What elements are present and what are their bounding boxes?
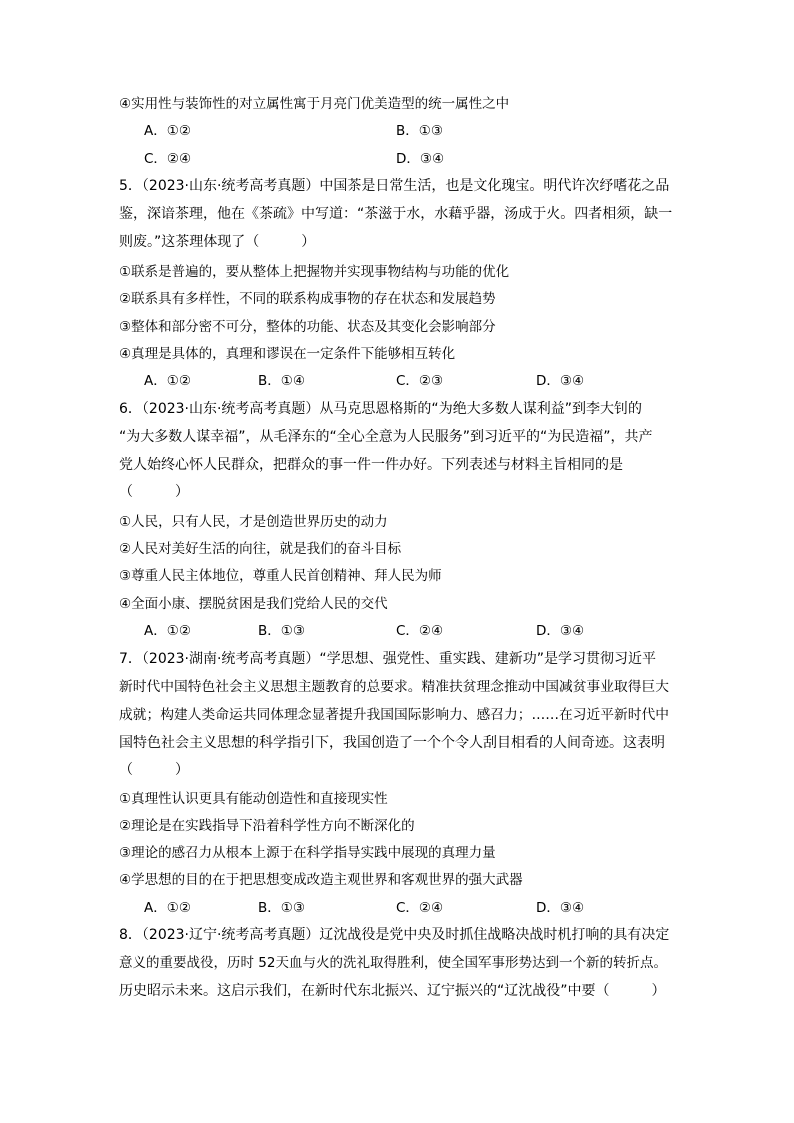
q5-statement-3: ③整体和部分密不可分，整体的功能、状态及其变化会影响部分 [119,319,496,335]
q4-option-c[interactable]: C．②④ [144,151,192,167]
q6-option-c[interactable]: C．②④ [396,623,444,639]
q7-option-a[interactable]: A．①② [144,900,191,916]
q7-stem-line-1: 7．（2023·湖南·统考高考真题）“学思想、强党性、重实践、建新功”是学习贯彻习近平 [119,651,656,667]
q6-option-a[interactable]: A．①② [144,623,191,639]
q6-statement-4: ④全面小康、摆脱贫困是我们党给人民的交代 [119,596,388,612]
q5-stem-line-3: 则废。”这茶理体现了（ ） [119,234,316,250]
q6-statement-3: ③尊重人民主体地位，尊重人民首创精神、拜人民为师 [119,568,442,584]
q7-statement-2: ②理论是在实践指导下沿着科学性方向不断深化的 [119,818,415,834]
q7-stem-line-3: 成就；构建人类命运共同体理念显著提升我国国际影响力、感召力；……在习近平新时代中 [119,707,670,723]
q5-statement-2: ②联系具有多样性，不同的联系构成事物的存在状态和发展趋势 [119,291,496,307]
q6-option-b[interactable]: B．①③ [258,623,305,639]
q4-statement-4: ④实用性与装饰性的对立属性寓于月亮门优美造型的统一属性之中 [119,96,510,112]
q6-statement-2: ②人民对美好生活的向往，就是我们的奋斗目标 [119,541,402,557]
q6-stem-line-3: 党人始终心怀人民群众，把群众的事一件一件办好。下列表述与材料主旨相同的是 [119,457,623,473]
q7-option-c[interactable]: C．②④ [396,900,444,916]
q6-answer-blank: （ ） [119,484,189,500]
q6-statement-1: ①人民，只有人民，才是创造世界历史的动力 [119,514,388,530]
q5-statement-1: ①联系是普遍的，要从整体上把握物并实现事物结构与功能的优化 [119,264,510,280]
q7-statement-3: ③理论的感召力从根本上源于在科学指导实践中展现的真理力量 [119,845,496,861]
q7-statement-4: ④学思想的目的在于把思想变成改造主观世界和客观世界的强大武器 [119,872,523,888]
q5-statement-4: ④真理是具体的，真理和谬误在一定条件下能够相互转化 [119,346,456,362]
q8-stem-line-3: 历史昭示未来。这启示我们，在新时代东北振兴、辽宁振兴的“辽沈战役”中要（ ） [119,983,666,999]
q4-option-d[interactable]: D．③④ [396,151,445,167]
q6-stem-line-1: 6．（2023·山东·统考高考真题）从马克思恩格斯的“为绝大多数人谋利益”到李大钊的 [119,401,642,417]
q5-option-d[interactable]: D．③④ [536,373,585,389]
q5-option-c[interactable]: C．②③ [396,373,444,389]
q6-stem-line-2: “为大多数人谋幸福”，从毛泽东的“全心全意为人民服务”到习近平的“为民造福”，共产 [119,429,653,445]
q7-option-b[interactable]: B．①③ [258,900,305,916]
q4-option-a[interactable]: A．①② [144,123,191,139]
q8-stem-line-2: 意义的重要战役，历时 52天血与火的洗礼取得胜利，使全国军事形势达到一个新的转折点。 [119,955,667,971]
q7-stem-line-4: 国特色社会主义思想的科学指引下，我国创造了一个个令人刮目相看的人间奇迹。这表明 [119,735,665,751]
q7-answer-blank: （ ） [119,762,189,778]
q5-stem-line-2: 鉴，深谙茶理，他在《茶疏》中写道：“茶滋于水，水藉乎器，汤成于火。四者相须，缺一 [119,206,673,222]
q7-stem-line-2: 新时代中国特色社会主义思想主题教育的总要求。精准扶贫理念推动中国减贫事业取得巨大 [119,679,670,695]
q8-stem-line-1: 8．（2023·辽宁·统考高考真题）辽沈战役是党中央及时抓住战略决战时机打响的具有决定 [119,927,670,943]
q4-option-b[interactable]: B．①③ [396,123,443,139]
q5-option-b[interactable]: B．①④ [258,373,305,389]
q7-statement-1: ①真理性认识更具有能动创造性和直接现实性 [119,791,388,807]
q5-stem-line-1: 5．（2023·山东·统考高考真题）中国茶是日常生活，也是文化瑰宝。明代许次纾嗜花之品 [119,178,670,194]
q5-option-a[interactable]: A．①② [144,373,191,389]
q7-option-d[interactable]: D．③④ [536,900,585,916]
q6-option-d[interactable]: D．③④ [536,623,585,639]
